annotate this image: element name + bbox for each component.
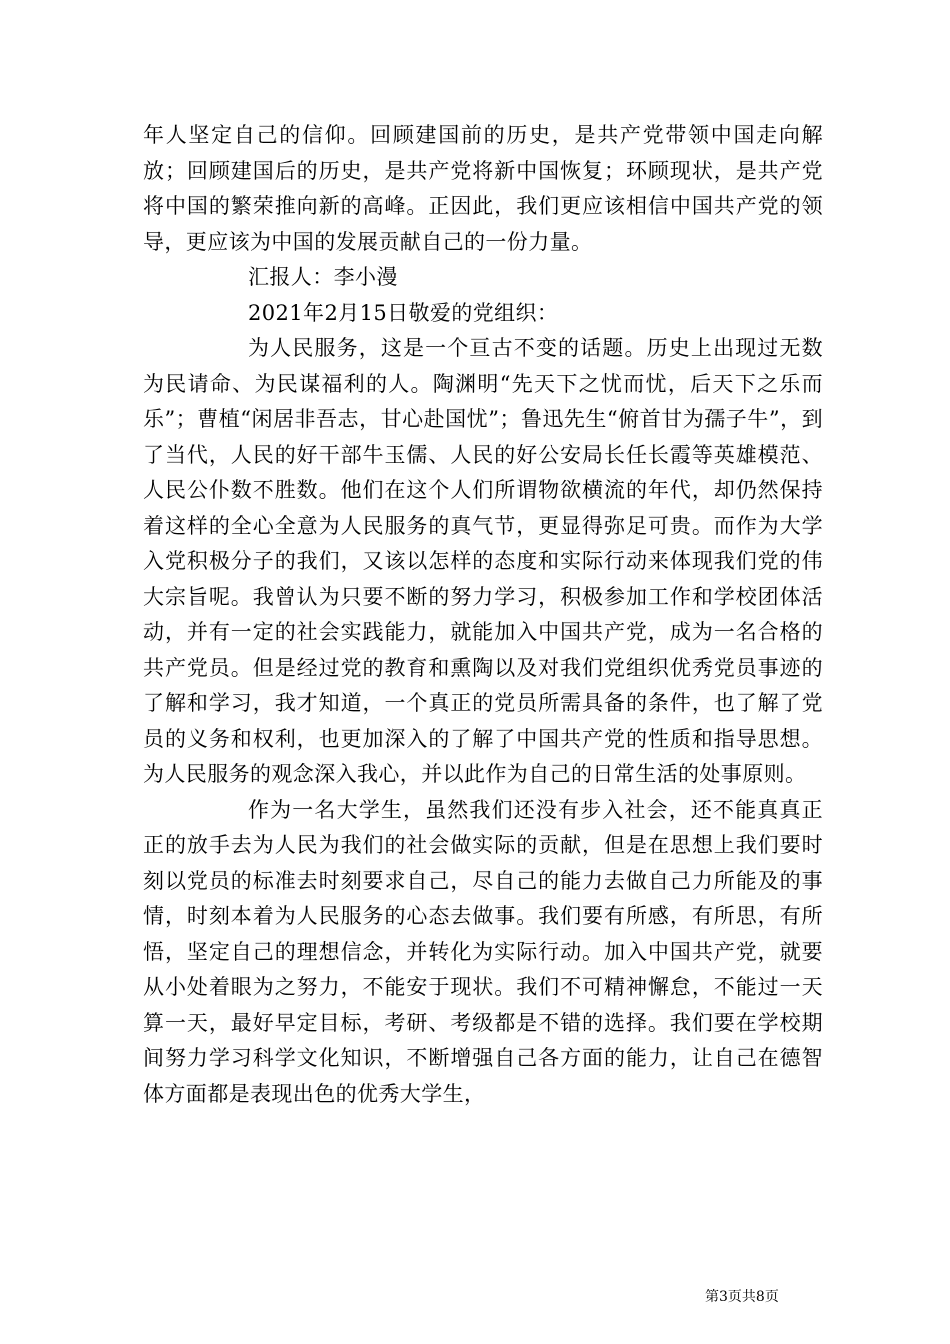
paragraph-faith-conclusion: 年人坚定自己的信仰。回顾建国前的历史，是共产党带领中国走向解放；回顾建国后的历史，是共产党将新中国恢复；环顾现状，是共产党将中国的繁荣推向新的高峰。正因此，我们更应该相信中国共产党的领导，更应该为中国的发展贡献自己的一份力量。 [143,123,823,254]
date-and-salutation: 2021年2月15日敬爱的党组织： [248,300,559,325]
paragraph-college-student: 作为一名大学生，虽然我们还没有步入社会，还不能真真正正的放手去为人民为我们的社会做实际的贡献，但是在思想上我们要时刻以党员的标准去时刻要求自己，尽自己的能力去做自己力所能及的事情，时刻本着为人民服务的心态去做事。我们要有所感，有所思，有所悟，坚定自己的理想信念，并转化为实际行动。加入中国共产党，就要从小处着眼为之努力，不能安于现状。我们不可精神懈怠，不能过一天算一天，最好早定目标，考研、考级都是不错的选择。我们要在学校期间努力学习科学文化知识，不断增强自己各方面的能力，让自己在德智体方面都是表现出色的优秀大学生， [143,797,823,1106]
reporter-signature: 汇报人：李小漫 [248,265,398,289]
page-number-footer: 第3页共8页 [705,1289,779,1305]
document-body [143,118,823,1112]
paragraph-serve-people: 为人民服务，这是一个亘古不变的话题。历史上出现过无数为民请命、为民谋福利的人。陶渊明“先天下之忧而忧，后天下之乐而乐”；曹植“闲居非吾志，甘心赴国忧”；鲁迅先生“俯首甘为孺子牛”，到了当代，人民的好干部牛玉儒、人民的好公安局长任长霞等英雄模范、人民公仆数不胜数。他们在这个人们所谓物欲横流的年代，却仍然保持着这样的全心全意为人民服务的真气节，更显得弥足可贵。而作为大学入党积极分子的我们，又该以怎样的态度和实际行动来体现我们党的伟大宗旨呢。我曾认为只要不断的努力学习，积极参加工作和学校团体活动，并有一定的社会实践能力，就能加入中国共产党，成为一名合格的共产党员。但是经过党的教育和熏陶以及对我们党组织优秀党员事迹的了解和学习，我才知道，一个真正的党员所需具备的条件，也了解了党员的义务和权利，也更加深入的了解了中国共产党的性质和指导思想。为人民服务的观念深入我心，并以此作为自己的日常生活的处事原则。 [143,336,823,786]
